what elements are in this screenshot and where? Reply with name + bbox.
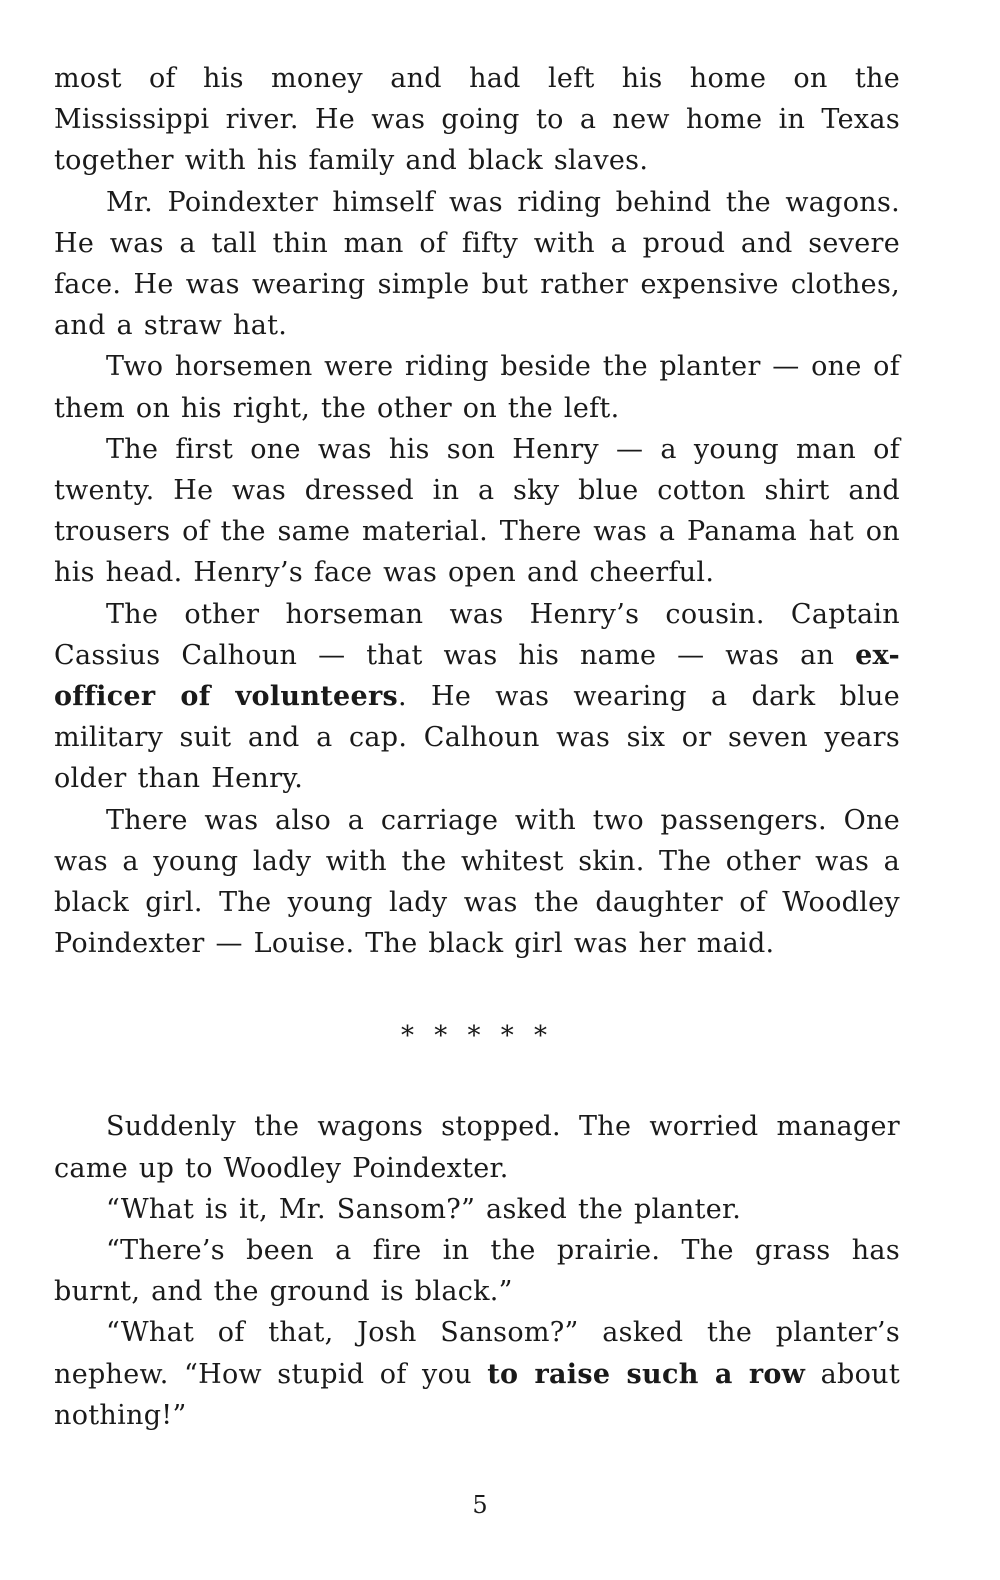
paragraph-text: . He was wearing a dark blue military suit and a cap. Calhoun was six or seven years older than Henry.	[54, 681, 901, 795]
paragraph: Two horsemen were riding beside the planter — one of them on his right, the other on the left.	[54, 351, 900, 424]
paragraph-text: The other horseman was Henry’s cousin. Captain Cassius Calhoun — that was his name — was an	[54, 598, 900, 671]
paragraph: “There’s been a fire in the prairie. The grass has burnt, and the ground is black.”	[54, 1235, 900, 1308]
paragraph	[54, 1312, 900, 1436]
paragraph: most of his money and had left his home on the Mississippi river. He was going to a new home in Texas together with his family and black slaves.	[54, 63, 900, 177]
page-number: 5	[472, 1491, 488, 1519]
bold-phrase: to raise such a row	[487, 1358, 806, 1390]
paragraph: Mr. Poindexter himself was riding behind the wagons. He was a tall thin man of fifty with a proud and severe face. He was wearing simple but rather expensive clothes, and a straw hat.	[54, 186, 900, 342]
paragraph-text: about nothing!”	[54, 1358, 900, 1431]
page-body	[54, 58, 900, 1436]
paragraph	[54, 594, 900, 800]
section-divider: * * * * *	[400, 1021, 554, 1052]
paragraph: The first one was his son Henry — a young man of twenty. He was dressed in a sky blue cotton shirt and trousers of the same material. There was a Panama hat on his head. Henry’s face was open and cheerful.	[54, 433, 900, 589]
paragraph: There was also a carriage with two passengers. One was a young lady with the whitest skin. The other was a black girl. The young lady was the daughter of Woodley Poindexter — Louise. The black girl was her maid.	[54, 804, 900, 960]
paragraph-text: “What of that, Josh Sansom?” asked the planter’s nephew. “How stupid of you	[54, 1317, 900, 1390]
bold-phrase: ex-officer of volunteers	[54, 639, 900, 713]
paragraph: Suddenly the wagons stopped. The worried manager came up to Woodley Poindexter.	[54, 1111, 900, 1184]
paragraph: “What is it, Mr. Sansom?” asked the planter.	[106, 1193, 742, 1225]
